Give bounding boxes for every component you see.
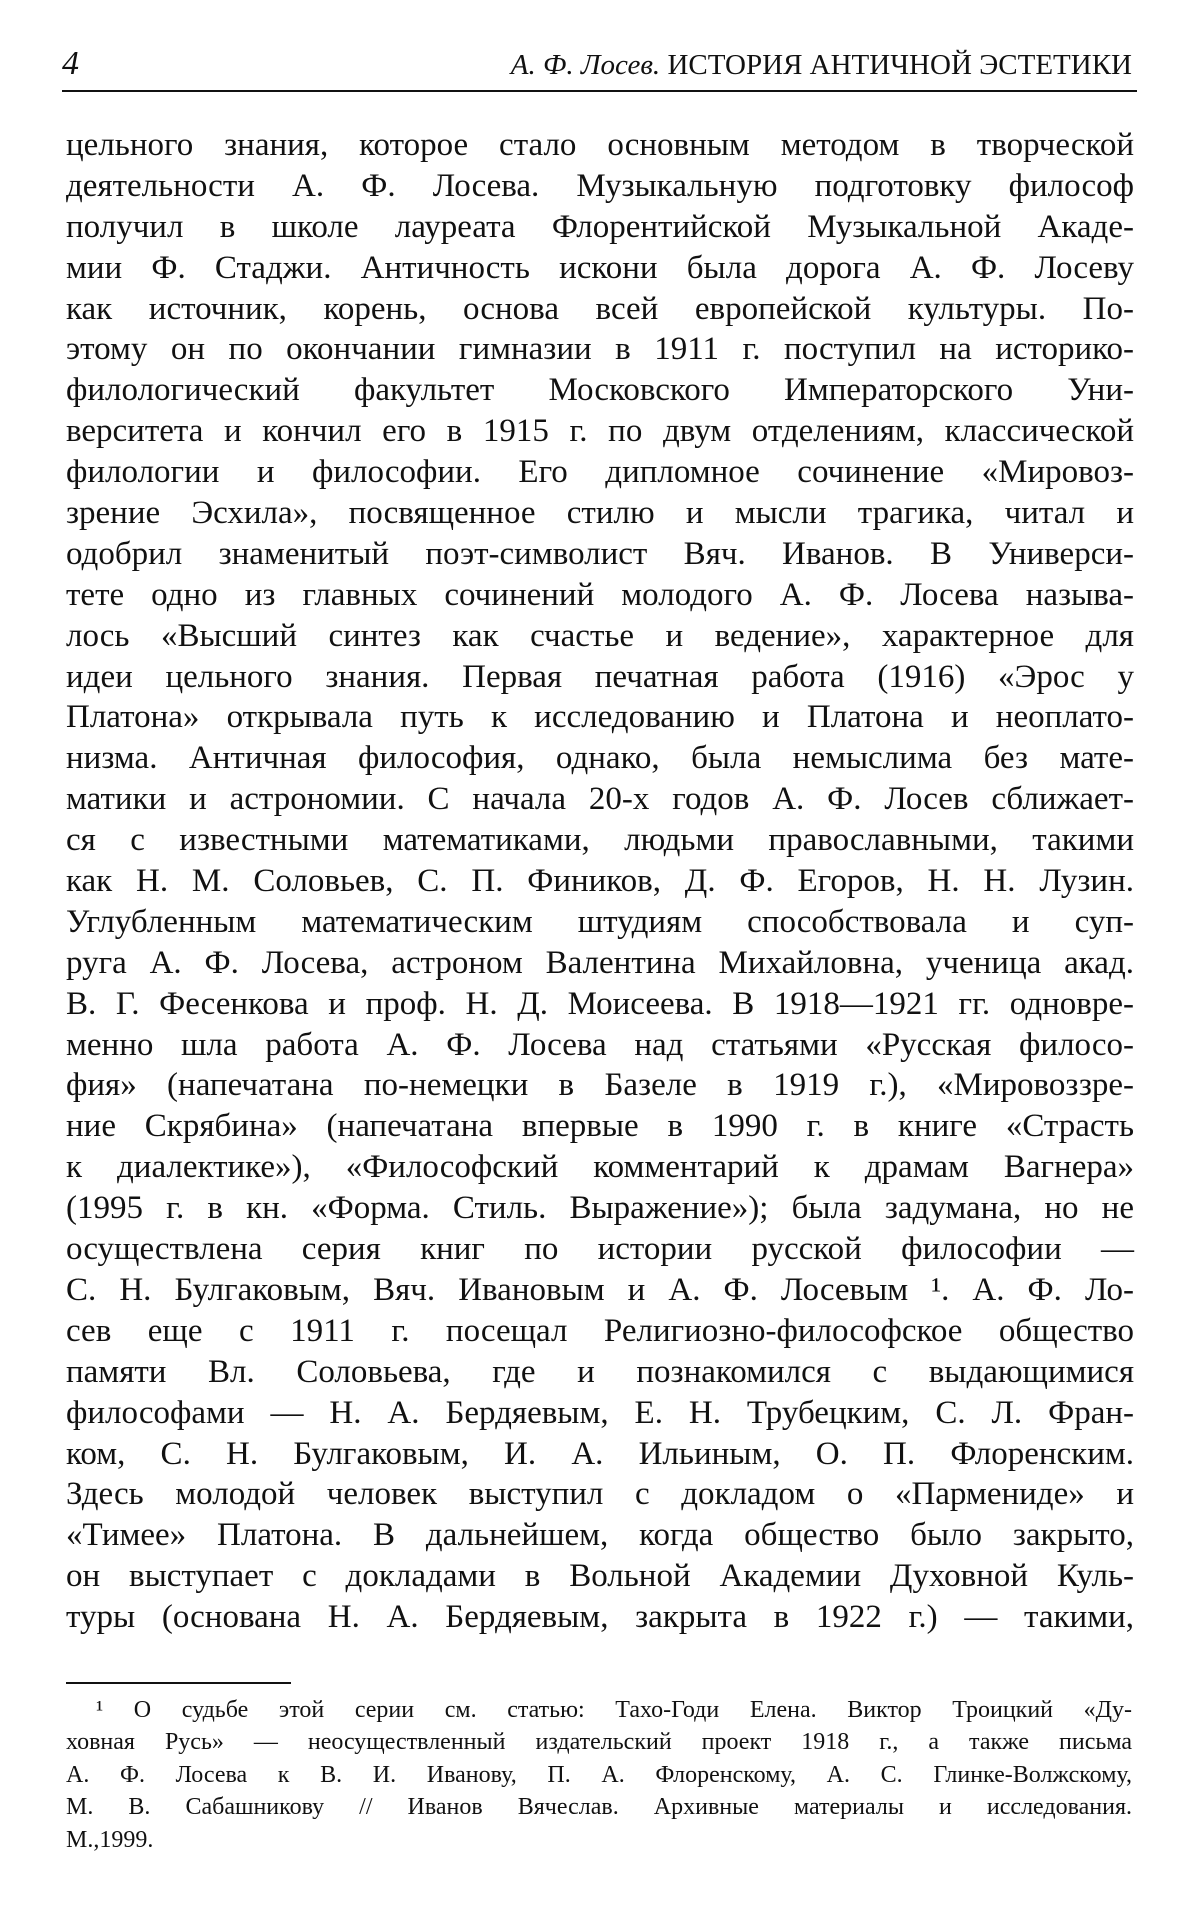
running-author: А. Ф. Лосев. [510, 49, 661, 81]
text-line: лось «Высший синтез как счастье и ведение», характерное для [66, 617, 1134, 654]
text-line: филологический факультет Московского Императорского Уни- [66, 372, 1134, 409]
text-line: филологии и философии. Его дипломное сочинение «Мировоз- [66, 454, 1134, 491]
text-line: как источник, корень, основа всей европейской культуры. По- [66, 290, 1134, 327]
footnote-line: М.,1999. [66, 1826, 154, 1853]
text-line: ся с известными математиками, людьми православными, такими [66, 822, 1134, 859]
text-line: верситета и кончил его в 1915 г. по двум отделениям, классической [66, 413, 1134, 450]
header-rule [62, 90, 1137, 92]
text-line: деятельности А. Ф. Лосева. Музыкальную подготовку философ [66, 167, 1134, 204]
text-line: менно шла работа А. Ф. Лосева над статьями «Русская филосо- [66, 1026, 1134, 1063]
text-line: низма. Античная философия, однако, была немыслима без мате- [66, 740, 1134, 777]
footnote-line: ¹ О судьбе этой серии см. статью: Тахо-Годи Елена. Виктор Троицкий «Ду- [96, 1697, 1132, 1723]
text-line: осуществлена серия книг по истории русской философии — [66, 1231, 1134, 1268]
page-number: 4 [62, 45, 79, 82]
running-head [62, 44, 1132, 90]
text-line: ние Скрябина» (напечатана впервые в 1990 г. в книге «Страсть [66, 1108, 1134, 1145]
text-line: тете одно из главных сочинений молодого А. Ф. Лосева называ- [66, 576, 1134, 613]
text-line: Здесь молодой человек выступил с докладом о «Пармениде» и [66, 1476, 1134, 1513]
footnote-line: А. Ф. Лосева к В. И. Иванову, П. А. Флоренскому, А. С. Глинке-Волжскому, [66, 1761, 1132, 1788]
text-line: фия» (напечатана по-немецки в Базеле в 1919 г.), «Мировоззре- [66, 1067, 1134, 1104]
text-line: к диалектике»), «Философский комментарий к драмам Вагнера» [66, 1149, 1134, 1186]
text-line: матики и астрономии. С начала 20-х годов А. Ф. Лосев сближает- [66, 781, 1134, 818]
text-line: В. Г. Фесенкова и проф. Н. Д. Моисеева. В 1918—1921 гг. одновре- [66, 985, 1134, 1022]
text-line: одобрил знаменитый поэт-символист Вяч. Иванов. В Универси- [66, 535, 1134, 572]
text-line: цельного знания, которое стало основным методом в творческой [66, 127, 1134, 163]
text-line: он выступает с докладами в Вольной Академии Духовной Куль- [66, 1558, 1134, 1595]
text-line: мии Ф. Стаджи. Античность искони была дорога А. Ф. Лосеву [66, 249, 1134, 286]
footnote-rule [66, 1682, 291, 1684]
text-line: руга А. Ф. Лосева, астроном Валентина Михайловна, ученица акад. [66, 944, 1134, 981]
text-line: Платона» открывала путь к исследованию и Платона и неоплато- [66, 699, 1134, 736]
text-line: памяти Вл. Соловьева, где и познакомился с выдающимися [66, 1353, 1134, 1390]
text-line: как Н. М. Соловьев, С. П. Фиников, Д. Ф. Егоров, Н. Н. Лузин. [66, 863, 1134, 900]
text-line: С. Н. Булгаковым, Вяч. Ивановым и А. Ф. Лосевым ¹. А. Ф. Ло- [66, 1271, 1134, 1308]
text-line: зрение Эсхила», посвященное стилю и мысли трагика, читал и [66, 495, 1134, 532]
text-line: ком, С. Н. Булгаковым, И. А. Ильиным, О. П. Флоренским. [66, 1435, 1134, 1472]
footnote-line: ховная Русь» — неосуществленный издательский проект 1918 г., а также письма [66, 1729, 1132, 1756]
footnote-line: М. В. Сабашникову // Иванов Вячеслав. Архивные материалы и исследования. [66, 1794, 1132, 1821]
footnote [66, 1694, 1132, 1856]
text-line: (1995 г. в кн. «Форма. Стиль. Выражение»); была задумана, но не [66, 1190, 1134, 1227]
text-line: философами — Н. А. Бердяевым, Е. Н. Трубецким, С. Л. Фран- [66, 1394, 1134, 1431]
body-text [66, 125, 1134, 1638]
text-line: сев еще с 1911 г. посещал Религиозно-философское общество [66, 1312, 1134, 1349]
running-title [511, 46, 1132, 84]
text-line: идеи цельного знания. Первая печатная работа (1916) «Эрос у [66, 658, 1134, 695]
running-book-title: ИСТОРИЯ АНТИЧНОЙ ЭСТЕТИКИ [667, 49, 1132, 81]
text-line: получил в школе лауреата Флорентийской Музыкальной Акаде- [66, 208, 1134, 245]
text-line: этому он по окончании гимназии в 1911 г. поступил на историко- [66, 331, 1134, 368]
text-line: туры (основана Н. А. Бердяевым, закрыта в 1922 г.) — такими, [66, 1599, 1134, 1636]
text-line: Углубленным математическим штудиям способствовала и суп- [66, 903, 1134, 940]
text-line: «Тимее» Платона. В дальнейшем, когда общество было закрыто, [66, 1517, 1134, 1554]
